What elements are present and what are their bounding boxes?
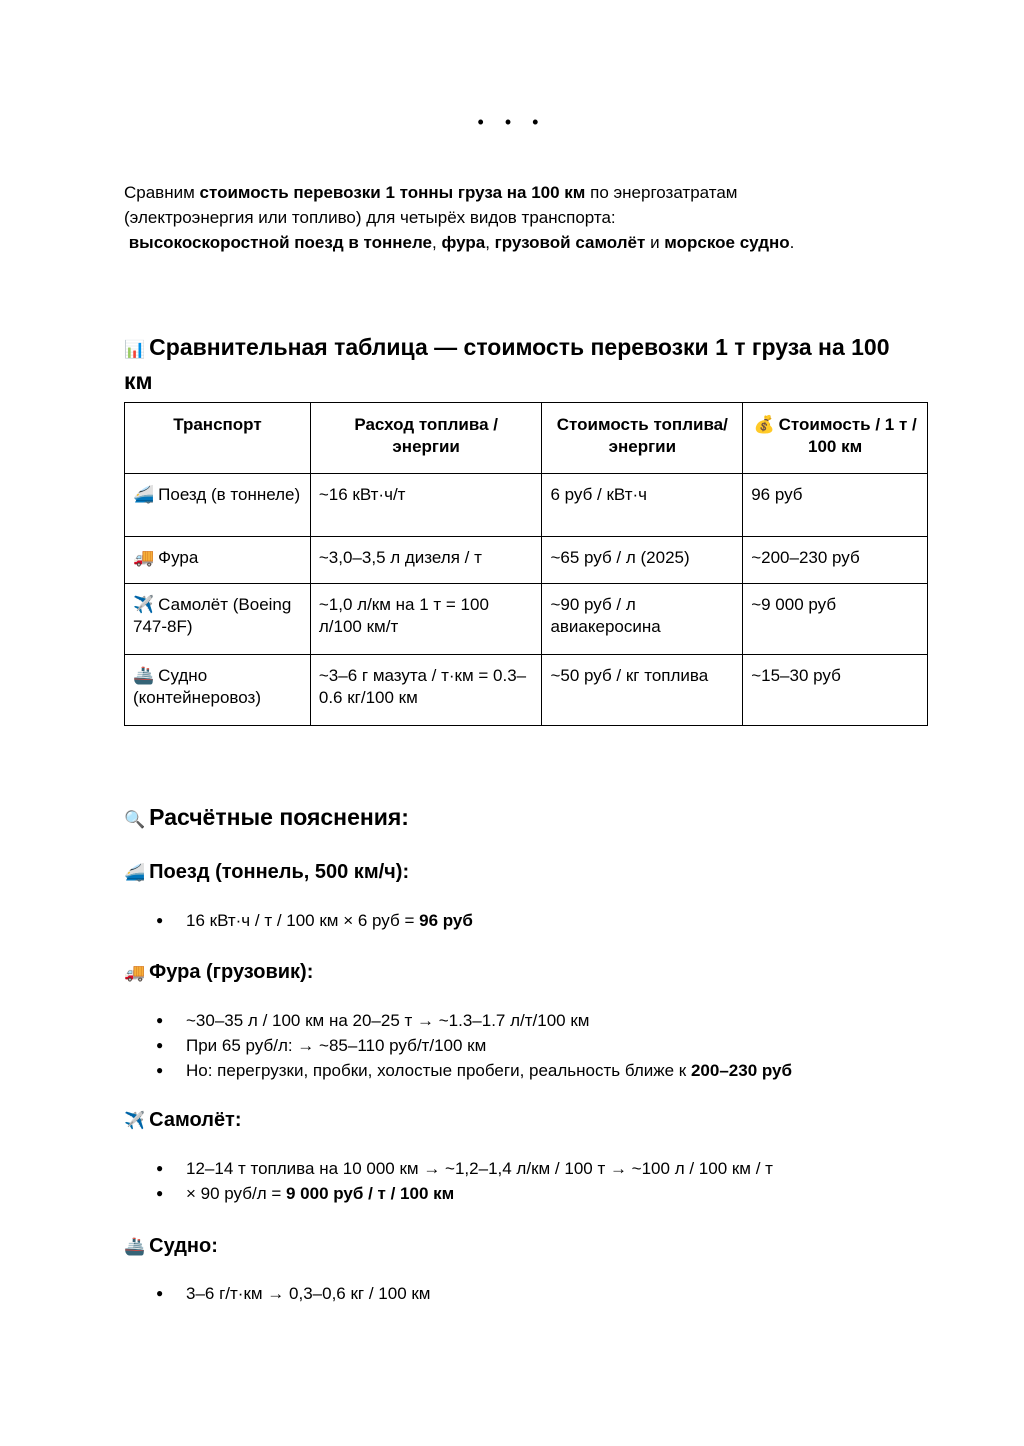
explanations-heading-text: Расчётные пояснения: [149, 804, 409, 830]
transport-train: высокоскоростной поезд в тоннеле [128, 233, 433, 252]
cell-transport [125, 584, 311, 655]
list-item: ● 12–14 т топлива на 10 000 км → ~1,2–1,4 л/км / 100 т → ~100 л / 100 км / т [186, 1156, 946, 1181]
cell-cost: ~15–30 руб [743, 655, 928, 726]
explanations-heading [124, 802, 924, 836]
transport-label: Судно (контейнеровоз) [133, 666, 261, 707]
train-list [148, 908, 946, 933]
list-item: ● При 65 руб/л: → ~85–110 руб/т/100 км [186, 1033, 946, 1058]
magnifier-icon: 🔍 [124, 810, 146, 830]
transport-label: Поезд (в тоннеле) [158, 485, 301, 504]
item-bold: 200–230 руб [690, 1061, 792, 1080]
plane-heading-text: Самолёт: [149, 1109, 242, 1131]
separator: , [485, 233, 495, 252]
intro-text: по энергозатратам [585, 183, 738, 202]
ship-icon: 🚢 [133, 666, 155, 686]
table-heading-text: Сравнительная таблица — стоимость перевозки 1 т груза на 100 км [124, 334, 890, 394]
header-cost-label: Стоимость / 1 т / 100 км [778, 415, 917, 456]
cell-transport [125, 474, 311, 537]
truck-heading [124, 958, 313, 987]
truck-list [148, 1008, 946, 1083]
list-item [186, 1181, 946, 1206]
comparison-table [124, 402, 928, 726]
cell-consumption: ~3,0–3,5 л дизеля / т [310, 537, 542, 584]
transport-label: Фура [158, 548, 199, 567]
table-row [125, 584, 928, 655]
transport-truck: фура [441, 233, 486, 252]
bar-chart-icon: 📊 [124, 340, 146, 360]
cell-cost: ~200–230 руб [743, 537, 928, 584]
ship-heading [124, 1232, 218, 1261]
header-fuel-cost: Стоимость топлива/энергии [542, 403, 743, 474]
ship-list [148, 1281, 946, 1306]
cell-transport [125, 655, 311, 726]
intro-paragraph [124, 180, 924, 255]
cell-fuel-cost: ~65 руб / л (2025) [542, 537, 743, 584]
list-item: ● 3–6 г/т·км → 0,3–0,6 кг / 100 км [186, 1281, 946, 1306]
table-header-row [125, 403, 928, 474]
separator: , [432, 233, 442, 252]
cell-consumption: ~16 кВт·ч/т [310, 474, 542, 537]
transport-label: Самолёт (Boeing 747-8F) [133, 595, 292, 636]
cell-fuel-cost: ~50 руб / кг топлива [542, 655, 743, 726]
item-text: × 90 руб/л = [186, 1184, 286, 1203]
truck-icon: 🚚 [124, 963, 146, 983]
header-transport: Транспорт [125, 403, 311, 474]
intro-text: Сравним [124, 183, 200, 202]
item-bold: 9 000 руб / т / 100 км [286, 1184, 455, 1203]
transport-plane: грузовой самолёт [494, 233, 646, 252]
plane-list [148, 1156, 946, 1206]
truck-heading-text: Фура (грузовик): [149, 961, 314, 983]
intro-bold: стоимость перевозки 1 тонны груза на 100 км [199, 183, 586, 202]
train-icon: 🚄 [133, 485, 155, 505]
airplane-icon: ✈️ [124, 1111, 146, 1131]
cell-cost: ~9 000 руб [743, 584, 928, 655]
money-bag-icon: 💰 [753, 415, 775, 435]
train-heading-text: Поезд (тоннель, 500 км/ч): [149, 861, 410, 883]
list-item [186, 1058, 946, 1083]
table-row [125, 474, 928, 537]
intro-line2: (электроэнергия или топливо) для четырёх видов транспорта: [124, 208, 616, 227]
cell-transport [125, 537, 311, 584]
cell-fuel-cost: 6 руб / кВт·ч [542, 474, 743, 537]
cell-cost: 96 руб [743, 474, 928, 537]
table-row [125, 655, 928, 726]
cell-consumption: ~1,0 л/км на 1 т = 100 л/100 км/т [310, 584, 542, 655]
truck-icon: 🚚 [133, 548, 155, 568]
list-item [186, 908, 946, 933]
ship-icon: 🚢 [124, 1237, 146, 1257]
list-item: ● ~30–35 л / 100 км на 20–25 т → ~1.3–1.7 л/т/100 км [186, 1008, 946, 1033]
separator: и [645, 233, 665, 252]
ship-heading-text: Судно: [149, 1235, 218, 1257]
cell-consumption: ~3–6 г мазута / т·км = 0.3–0.6 кг/100 км [310, 655, 542, 726]
top-dots: • • • [477, 112, 547, 132]
item-text: Но: перегрузки, пробки, холостые пробеги, реальность ближе к [186, 1061, 691, 1080]
transport-ship: морское судно [664, 233, 790, 252]
header-cost [743, 403, 928, 474]
header-consumption: Расход топлива / энергии [310, 403, 542, 474]
table-heading [124, 332, 924, 397]
table-row [125, 537, 928, 584]
airplane-icon: ✈️ [133, 595, 155, 615]
item-text: 16 кВт·ч / т / 100 км × 6 руб = [186, 911, 420, 930]
cell-fuel-cost: ~90 руб / л авиакеросина [542, 584, 743, 655]
plane-heading [124, 1106, 242, 1135]
item-bold: 96 руб [419, 911, 473, 930]
separator: . [789, 233, 795, 252]
train-icon: 🚄 [124, 863, 146, 883]
train-heading [124, 858, 409, 887]
